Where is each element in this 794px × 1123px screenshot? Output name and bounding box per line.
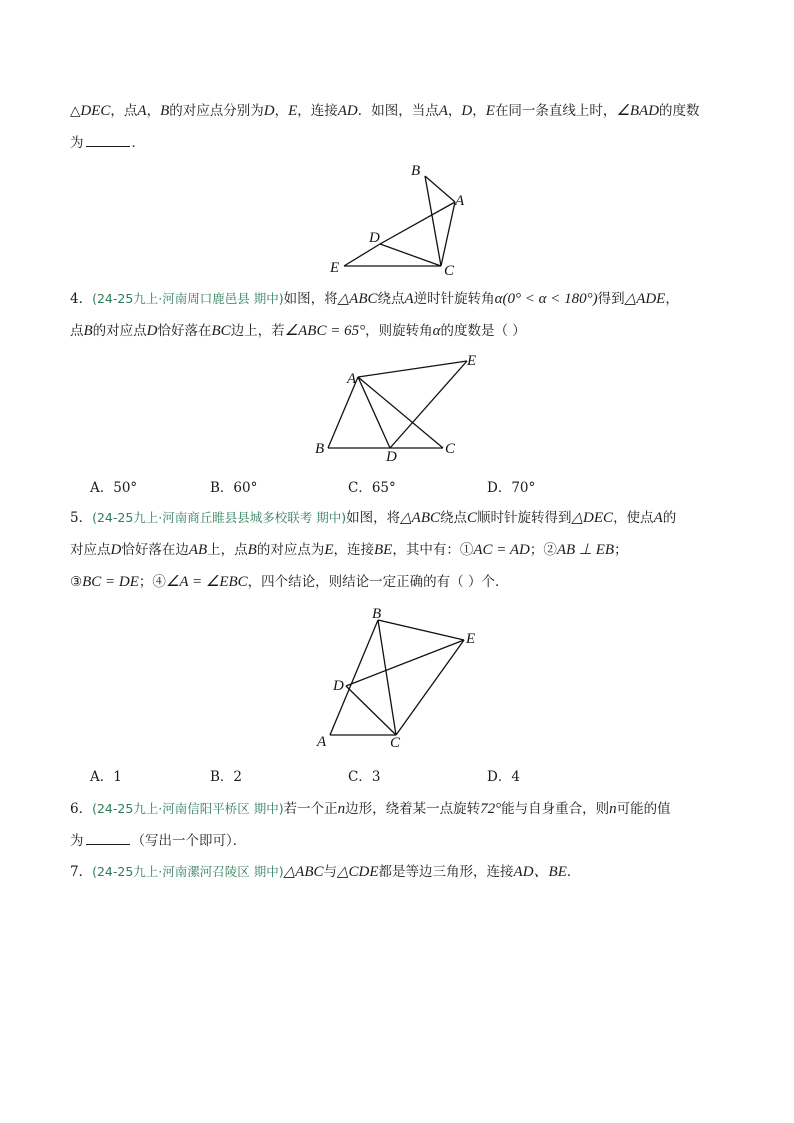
vertex-label: C — [444, 263, 455, 279]
vertex-label: B — [372, 606, 382, 622]
q7-math: AD、BE — [513, 864, 567, 880]
q3-text: 的度数 — [659, 103, 700, 119]
q7-math: △CDE — [337, 864, 379, 880]
option-d[interactable]: D．4 — [487, 769, 520, 785]
question-number: 6． — [70, 801, 93, 817]
q3-text: ，连接 — [297, 103, 338, 119]
q6-text: 边形，绕着某一点旋转 — [345, 801, 481, 817]
q6-text-line-2 — [70, 831, 246, 851]
q6-text: 为 — [70, 833, 84, 849]
q4-text: 逆时针旋转角 — [413, 291, 495, 307]
q5-text: ，使点 — [613, 510, 654, 526]
q4-text: ，则旋转角 — [365, 323, 433, 339]
q4-text: 得到 — [597, 291, 625, 307]
q5-math: AB — [188, 542, 208, 558]
q3-math: DEC — [80, 103, 111, 119]
q5-math: BC = DE — [82, 574, 139, 590]
q5-text: 的 — [662, 510, 677, 526]
q5-text: ； — [614, 542, 628, 558]
option-c[interactable]: C．65° — [348, 480, 396, 496]
q5-text: ，四个结论，则结论一定正确的有（ ）个． — [247, 574, 509, 590]
q4-text: 的对应点 — [92, 323, 147, 339]
vertex-label: A — [455, 193, 465, 209]
q4-text: 如图，将 — [283, 291, 338, 307]
option-a[interactable]: A．50° — [90, 480, 138, 496]
vertex-label: B — [411, 163, 421, 179]
q6-text-line-1 — [70, 799, 671, 819]
q6-math: n — [609, 801, 617, 817]
q3-math: E — [288, 103, 298, 119]
q4-math: △ABC — [337, 291, 378, 307]
q4-math: A — [404, 291, 414, 307]
q5-math: AC = AD — [473, 542, 530, 558]
q3-text: 在同一条直线上时， — [494, 103, 617, 119]
q6-text: 可能的值 — [616, 801, 671, 817]
q5-math: BE — [374, 542, 393, 558]
q6-text: （写出一个即可）． — [131, 833, 247, 849]
vertex-label: A — [347, 371, 357, 387]
q3-text: ， — [146, 103, 161, 119]
vertex-label: A — [317, 734, 327, 750]
q3-math: E — [485, 103, 495, 119]
q3-text: ， — [472, 103, 486, 119]
q5-text: ，其中有：① — [392, 542, 474, 558]
q4-text: 点 — [70, 323, 84, 339]
q5-text: ；② — [529, 542, 557, 558]
q3-text: ．如图，当点 — [357, 103, 439, 119]
question-source-link[interactable]: (24-25九上·河南商丘睢县县城多校联考 期中) — [92, 510, 347, 525]
q6-text: 若一个正 — [283, 801, 338, 817]
q5-math: △ABC — [400, 510, 440, 526]
q4-text: 绕点 — [377, 291, 405, 307]
option-c[interactable]: C．3 — [348, 769, 381, 785]
question-source-link[interactable]: (24-25九上·河南周口鹿邑县 期中) — [92, 291, 284, 306]
q7-text: 与 — [323, 864, 337, 880]
option-b[interactable]: B．60° — [210, 480, 258, 496]
q4-math: D — [146, 323, 158, 339]
q5-math: A — [653, 510, 663, 526]
q6-math: n — [337, 801, 346, 817]
q5-text: ；④ — [138, 574, 166, 590]
q4-math: BC — [211, 323, 231, 339]
question-source-link[interactable]: (24-25九上·河南信阳平桥区 期中) — [92, 801, 284, 816]
q5-math: AB ⊥ EB — [556, 542, 615, 558]
vertex-label: B — [315, 441, 325, 457]
q3-math: ∠BAD — [616, 103, 660, 119]
vertex-label: C — [445, 441, 456, 457]
q5-text: 上，点 — [207, 542, 248, 558]
q4-math: α(0° < α < 180°) — [494, 291, 598, 307]
vertex-label: D — [386, 449, 397, 465]
q5-text: 顺时针旋转得到 — [477, 510, 572, 526]
option-d[interactable]: D．70° — [487, 480, 536, 496]
q5-math: B — [247, 542, 257, 558]
q3-math: D — [263, 103, 275, 119]
q3-text: 为 — [70, 135, 84, 151]
q5-math: ∠A = ∠EBC — [165, 574, 248, 590]
option-a[interactable]: A．1 — [90, 769, 122, 785]
q5-text: ③ — [70, 574, 83, 590]
q4-text: ， — [665, 291, 679, 307]
question-number: 4． — [70, 291, 93, 307]
q4-text: 的度数是（ ） — [440, 323, 526, 339]
q7-text: ． — [566, 864, 581, 880]
question-number: 7． — [70, 864, 93, 880]
q3-math: D — [461, 103, 473, 119]
question-number: 5． — [70, 510, 93, 526]
q5-math: △DEC — [571, 510, 614, 526]
q6-text: 能与自身重合，则 — [501, 801, 610, 817]
q3-text: ，点 — [110, 103, 138, 119]
q4-math: α — [432, 323, 441, 339]
q5-text: ，连接 — [333, 542, 375, 558]
q4-math: △ADE — [624, 291, 666, 307]
q3-math: A — [438, 103, 448, 119]
q4-math: B — [83, 323, 93, 339]
q5-math: E — [324, 542, 334, 558]
q5-text: 恰好落在边 — [121, 542, 189, 558]
q3-text: ． — [131, 135, 145, 151]
q4-text: 恰好落在 — [157, 323, 212, 339]
option-b[interactable]: B．2 — [210, 769, 243, 785]
q3-text: ， — [447, 103, 462, 119]
q5-text: 对应点 — [70, 542, 111, 558]
answer-blank — [86, 832, 130, 845]
vertex-label: E — [466, 631, 476, 647]
q3-math: AD — [337, 103, 358, 119]
q5-text: 绕点 — [440, 510, 467, 526]
q3-math: B — [160, 103, 170, 119]
vertex-label: E — [467, 353, 477, 369]
question-source-link[interactable]: (24-25九上·河南漯河召陵区 期中) — [92, 864, 284, 879]
q4-math: ∠ABC = 65° — [284, 323, 366, 339]
q7-text-line-1 — [70, 862, 580, 882]
q3-text: ， — [274, 103, 289, 119]
q5-text: 的对应点为 — [256, 542, 325, 558]
q3-text: 的对应点分别为 — [169, 103, 264, 119]
vertex-label: C — [390, 735, 401, 751]
vertex-label: D — [333, 678, 344, 694]
q3-math: A — [137, 103, 147, 119]
q5-math: C — [467, 510, 478, 526]
q5-math: D — [110, 542, 122, 558]
q7-text: 都是等边三角形，连接 — [378, 864, 514, 880]
q6-math: 72° — [480, 801, 502, 817]
vertex-label: E — [330, 260, 340, 276]
q4-text: 边上，若 — [230, 323, 285, 339]
q7-math: △ABC — [283, 864, 324, 880]
q3-text: △ — [70, 103, 81, 119]
q5-text: 如图，将 — [346, 510, 401, 526]
vertex-label: D — [369, 230, 380, 246]
